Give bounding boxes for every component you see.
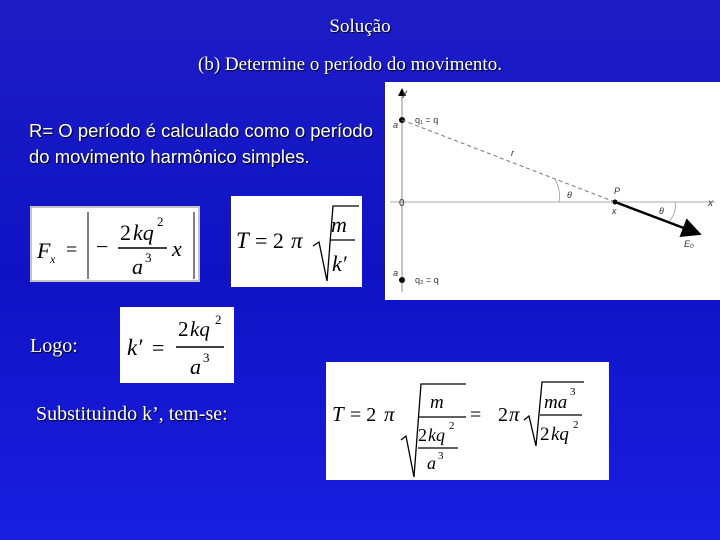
y-axis-label: y [402,88,407,99]
svg-text:a: a [132,254,143,279]
svg-text:m: m [430,392,444,413]
result-formula [326,362,609,480]
charge-diagram [385,82,720,300]
slide-title: Solução [329,16,391,37]
answer-text: R= O período é calculado como o período do movimento harmônico simples. [29,120,374,167]
svg-text:3: 3 [570,386,576,398]
svg-text:m: m [331,212,347,237]
x-axis-label: x [708,198,713,209]
svg-text:2: 2 [418,425,427,445]
period-formula [231,196,362,287]
point-p-label: P [614,186,621,196]
svg-text:=: = [66,239,78,261]
svg-text:k′: k′ [332,251,347,276]
theta-left: θ [567,190,572,200]
substitution-label: Substituindo k’, tem-se: [36,403,228,425]
r-label: r [511,148,514,158]
charge-bottom [399,277,405,283]
svg-text:kq: kq [551,424,569,445]
svg-text:2: 2 [157,214,164,229]
svg-text:2: 2 [120,220,131,245]
x-mark-label: x [612,206,617,216]
a-top-label: a [393,120,399,130]
theta-right: θ [659,206,664,216]
svg-text:=: = [470,404,482,426]
kprime-formula [120,307,234,383]
svg-text:π: π [509,402,520,426]
svg-text:3: 3 [438,450,444,462]
svg-text:π: π [384,402,395,426]
svg-text:3: 3 [203,350,210,365]
svg-text:x: x [172,236,182,261]
svg-text:2: 2 [498,404,508,426]
svg-text:= 2: = 2 [350,404,377,426]
a-bottom-label: a [393,268,399,278]
svg-text:3: 3 [145,250,152,265]
logo-label: Logo: [30,335,78,357]
svg-text:T: T [332,402,344,426]
svg-text:= 2: = 2 [255,228,284,253]
svg-text:−: − [96,234,109,259]
svg-text:2: 2 [573,419,579,431]
svg-text:k′: k′ [127,335,143,360]
svg-text:2: 2 [540,424,550,445]
svg-text:F: F [37,238,51,263]
svg-text:ma: ma [544,392,568,413]
svg-text:x: x [50,252,56,266]
svg-text:2: 2 [449,420,455,432]
svg-text:2: 2 [215,312,222,327]
field-arrow [615,202,697,233]
svg-text:T: T [236,228,249,253]
svg-text:kq: kq [190,317,210,341]
svg-text:kq: kq [133,220,154,245]
force-formula [30,206,200,282]
slide-subtitle: (b) Determine o período do movimento. [198,54,502,75]
origin-label: 0 [399,198,405,209]
svg-text:a: a [427,453,436,473]
svg-text:=: = [152,335,165,360]
field-label: E₀ [684,239,694,249]
charge-top-label: q₁ = q [415,115,439,125]
charge-bottom-label: q₂ = q [415,275,439,285]
svg-text:π: π [291,228,303,253]
svg-text:a: a [190,354,201,379]
svg-text:kq: kq [428,425,445,445]
svg-text:2: 2 [178,317,189,341]
